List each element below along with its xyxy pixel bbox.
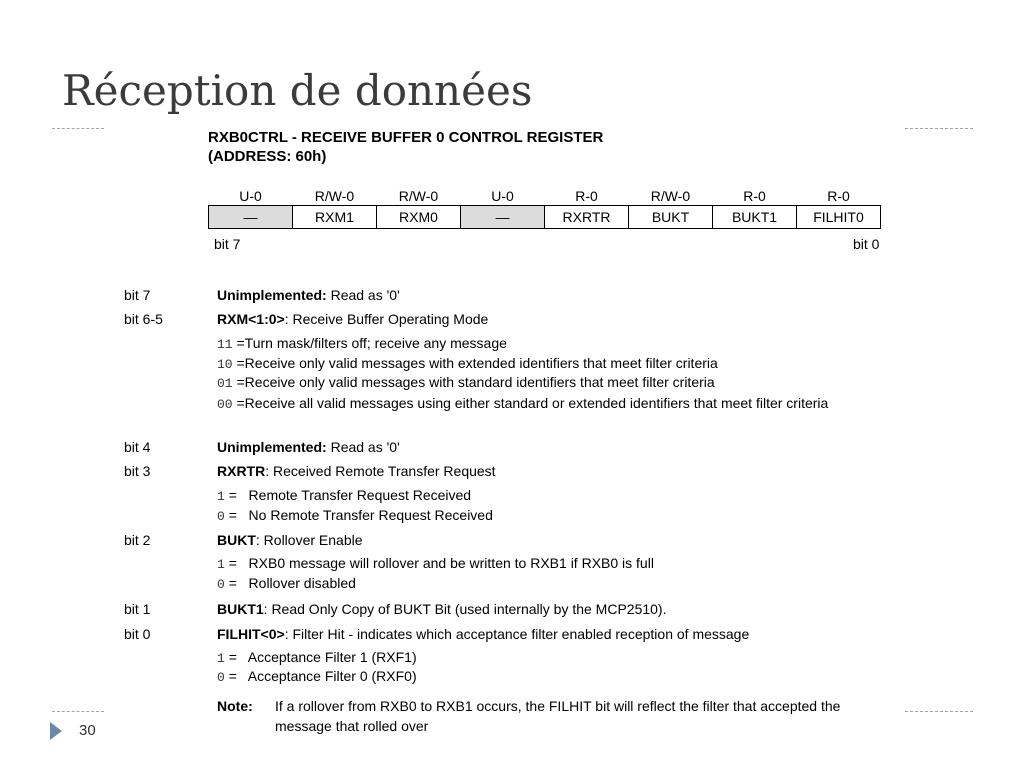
bit-description <box>217 530 363 550</box>
bit-description <box>217 437 400 457</box>
bit6-cell: RXM1 <box>293 206 377 229</box>
option-item <box>217 486 897 506</box>
field-name: Unimplemented: <box>217 287 327 303</box>
access-bit7: U-0 <box>239 188 262 204</box>
access-bit2: R/W-0 <box>650 188 691 204</box>
field-name: RXM<1:0> <box>217 311 285 327</box>
field-name: RXRTR <box>217 463 266 479</box>
page-number: 30 <box>79 722 96 739</box>
bit-number: bit 0 <box>124 626 151 642</box>
option-item <box>217 554 897 574</box>
divider-bottom-left <box>52 711 104 712</box>
option-code: 00 <box>217 397 233 412</box>
bit3-cell: RXRTR <box>545 206 629 229</box>
option-text: = Rollover disabled <box>224 575 356 591</box>
bit-description <box>217 461 496 481</box>
option-text: = No Remote Transfer Request Received <box>224 507 493 523</box>
option-item <box>217 574 897 594</box>
slide-title: Réception de données <box>62 66 533 115</box>
option-text: = RXB0 message will rollover and be written to RXB1 if RXB0 is full <box>224 555 654 571</box>
register-address: (ADDRESS: 60h) <box>208 148 327 165</box>
access-bit5: R/W-0 <box>398 188 439 204</box>
option-text: = Acceptance Filter 0 (RXF0) <box>224 668 417 684</box>
option-text: =Receive only valid messages with standard identifiers that meet filter criteria <box>236 374 715 390</box>
divider-bottom-right <box>905 711 973 712</box>
option-text: = Remote Transfer Request Received <box>224 487 472 503</box>
option-code: 1 <box>217 557 225 572</box>
bit-number: bit 4 <box>124 439 151 455</box>
register-title <box>208 128 603 166</box>
field-text: : Received Remote Transfer Request <box>265 463 496 479</box>
option-code: 11 <box>217 337 233 352</box>
option-item <box>217 394 877 414</box>
note-text: If a rollover from RXB0 to RXB1 occurs, the FILHIT bit will reflect the filter that accepted the message that rolled over <box>275 698 841 734</box>
access-bit0: R-0 <box>827 188 850 204</box>
bit-number: bit 1 <box>124 601 151 617</box>
field-name: Unimplemented: <box>217 439 327 455</box>
option-text: =Receive all valid messages using either standard or extended identifiers that meet filter criteria <box>236 395 829 411</box>
option-item <box>217 334 897 354</box>
field-text: : Receive Buffer Operating Mode <box>284 311 489 327</box>
bit5-cell: RXM0 <box>377 206 461 229</box>
option-code: 10 <box>217 357 233 372</box>
option-code: 0 <box>217 670 225 685</box>
bit-description <box>217 309 488 329</box>
bit4-cell: — <box>461 206 545 229</box>
field-text: Read as '0' <box>326 287 400 303</box>
field-text: : Rollover Enable <box>255 532 363 548</box>
access-bit6: R/W-0 <box>314 188 355 204</box>
bit-number: bit 6-5 <box>124 311 163 327</box>
field-name: FILHIT<0> <box>217 626 285 642</box>
bit7-cell: — <box>209 206 293 229</box>
bit2-cell: BUKT <box>629 206 713 229</box>
field-name: BUKT <box>217 532 256 548</box>
access-row <box>209 187 881 206</box>
bit0-cell: FILHIT0 <box>797 206 881 229</box>
triangle-arrow-icon <box>50 722 62 740</box>
divider-top-right <box>905 128 973 129</box>
option-code: 1 <box>217 489 225 504</box>
access-bit4: U-0 <box>491 188 514 204</box>
register-name: RXB0CTRL - RECEIVE BUFFER 0 CONTROL REGISTER <box>208 129 604 146</box>
bit-description <box>217 624 749 644</box>
option-item <box>217 667 897 687</box>
field-text: : Filter Hit - indicates which acceptance filter enabled reception of message <box>284 626 750 642</box>
access-bit1: R-0 <box>743 188 766 204</box>
field-text: Read as '0' <box>326 439 400 455</box>
bit7-label: bit 7 <box>214 236 241 252</box>
option-code: 0 <box>217 577 225 592</box>
bit0-label: bit 0 <box>853 236 880 252</box>
option-code: 1 <box>217 651 225 666</box>
bit-number: bit 2 <box>124 532 151 548</box>
bit-number: bit 7 <box>124 287 151 303</box>
option-item <box>217 506 897 526</box>
field-name: BUKT1 <box>217 601 264 617</box>
option-code: 0 <box>217 509 225 524</box>
field-text: : Read Only Copy of BUKT Bit (used internally by the MCP2510). <box>263 601 667 617</box>
option-text: =Turn mask/filters off; receive any message <box>236 335 507 351</box>
option-code: 01 <box>217 376 233 391</box>
access-bit3: R-0 <box>575 188 598 204</box>
option-text: = Acceptance Filter 1 (RXF1) <box>224 649 417 665</box>
divider-top-left <box>52 128 104 129</box>
bit-description <box>217 285 400 305</box>
note-label: Note: <box>217 698 253 714</box>
bit1-cell: BUKT1 <box>713 206 797 229</box>
bit-number: bit 3 <box>124 463 151 479</box>
option-item <box>217 648 897 668</box>
option-text: =Receive only valid messages with extended identifiers that meet filter criteria <box>236 355 718 371</box>
option-item <box>217 354 897 374</box>
option-item <box>217 373 897 393</box>
bit-name-row <box>209 206 881 229</box>
register-bit-table <box>208 187 881 229</box>
bit-description <box>217 599 667 619</box>
